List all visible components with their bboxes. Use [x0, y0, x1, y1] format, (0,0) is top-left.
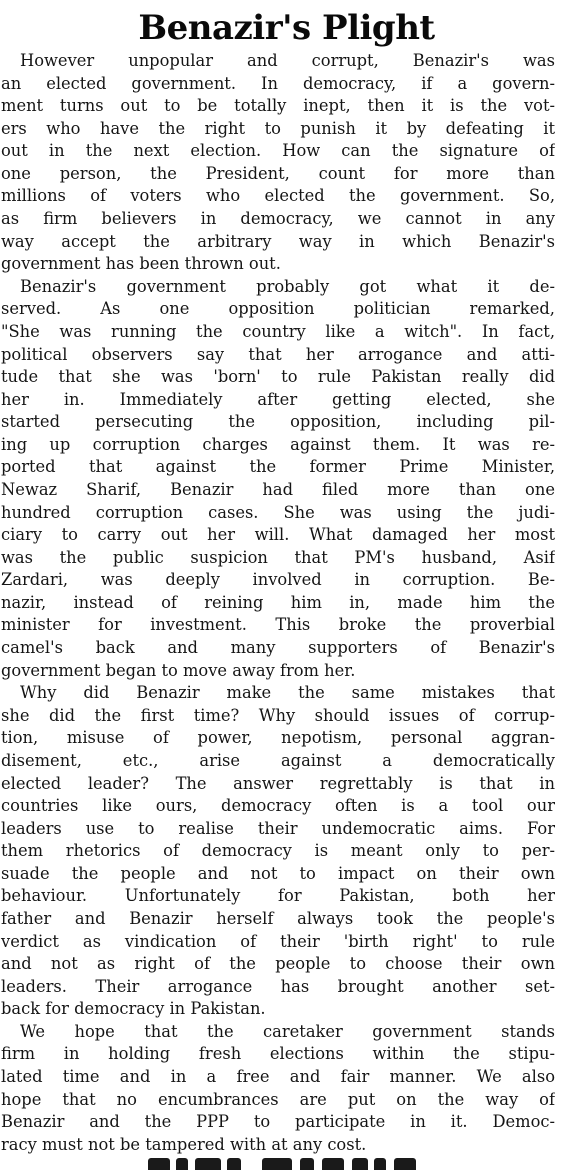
article-line: elected leader? The answer regrettably is that in — [1, 773, 555, 793]
article-line: them rhetorics of democracy is meant only to per- — [1, 841, 555, 861]
article-line: racy must not be tampered with at any cost. — [1, 1134, 367, 1154]
article-line: Benazir's government probably got what it de- — [20, 276, 555, 296]
article-line: and not as right of the people to choose their own — [1, 954, 555, 974]
article-line: We hope that the caretaker government stands — [20, 1021, 555, 1041]
article-line: hundred corruption cases. She was using the judi- — [1, 502, 555, 522]
article-line: was the public suspicion that PM's husband, Asif — [1, 547, 555, 567]
article-headline: Benazir's Plight — [138, 8, 435, 48]
article-line: behaviour. Unfortunately for Pakistan, both her — [1, 886, 555, 906]
article-line: started persecuting the opposition, including pil- — [1, 412, 555, 432]
article-line: served. As one opposition politician remarked, — [1, 299, 555, 319]
article-line: Why did Benazir make the same mistakes that — [20, 683, 555, 703]
article-line: lated time and in a free and fair manner. We also — [1, 1067, 555, 1087]
article-line: However unpopular and corrupt, Benazir's was — [20, 51, 555, 70]
article-line: ers who have the right to punish it by defeating it — [1, 118, 555, 138]
article-line: as firm believers in democracy, we cannot in any — [1, 209, 555, 229]
article-line: leaders use to realise their undemocratic aims. For — [1, 818, 555, 838]
article-line: one person, the President, count for more than — [1, 163, 555, 183]
article-line: Zardari, was deeply involved in corruption. Be- — [1, 570, 555, 590]
article-line: camel's back and many supporters of Benazir's — [1, 638, 555, 658]
article-line: "She was running the country like a witch". In fact, — [1, 321, 555, 341]
article-line: back for democracy in Pakistan. — [1, 999, 266, 1019]
article-line: political observers say that her arrogance and atti- — [1, 344, 555, 364]
article-line: suade the people and not to impact on their own — [1, 863, 555, 883]
article-line: her in. Immediately after getting elected, she — [1, 389, 555, 409]
article-line: out in the next election. How can the signature of — [1, 141, 555, 161]
article-body — [0, 50, 573, 1156]
cropped-previous-text — [40, 0, 560, 5]
article-line: Benazir and the PPP to participate in it. Democ- — [1, 1112, 555, 1132]
article-line: she did the first time? Why should issues of corrup- — [1, 705, 555, 725]
article-line: ment turns out to be totally inept, then it is the vot- — [1, 96, 555, 116]
article-line: ported that against the former Prime Minister, — [1, 457, 555, 477]
article-line: firm in holding fresh elections within the stipu- — [1, 1044, 555, 1064]
article-line: tude that she was 'born' to rule Pakistan really did — [1, 367, 555, 387]
article-line: countries like ours, democracy often is a tool our — [1, 796, 555, 816]
article-line: hope that no encumbrances are put on the way of — [1, 1089, 555, 1109]
cropped-next-headline — [0, 1158, 573, 1170]
article-line: nazir, instead of reining him in, made him the — [1, 592, 555, 612]
article-line: verdict as vindication of their 'birth right' to rule — [1, 931, 555, 951]
article-line: leaders. Their arrogance has brought another set- — [1, 976, 555, 996]
article-line: disement, etc., arise against a democratically — [1, 750, 555, 770]
article-line: millions of voters who elected the government. So, — [1, 186, 555, 206]
article-line: government has been thrown out. — [1, 254, 281, 274]
article-line: ing up corruption charges against them. It was re- — [1, 434, 555, 454]
article-line: government began to move away from her. — [1, 660, 356, 680]
article-line: an elected government. In democracy, if a govern- — [1, 73, 555, 93]
article-line: Newaz Sharif, Benazir had filed more than one — [1, 479, 555, 499]
article-line: father and Benazir herself always took the people's — [1, 908, 555, 928]
article-line: way accept the arbitrary way in which Benazir's — [1, 231, 555, 251]
article-line: tion, misuse of power, nepotism, personal aggran- — [1, 728, 555, 748]
article-line: minister for investment. This broke the proverbial — [1, 615, 555, 635]
article-line: ciary to carry out her will. What damaged her most — [1, 525, 555, 545]
